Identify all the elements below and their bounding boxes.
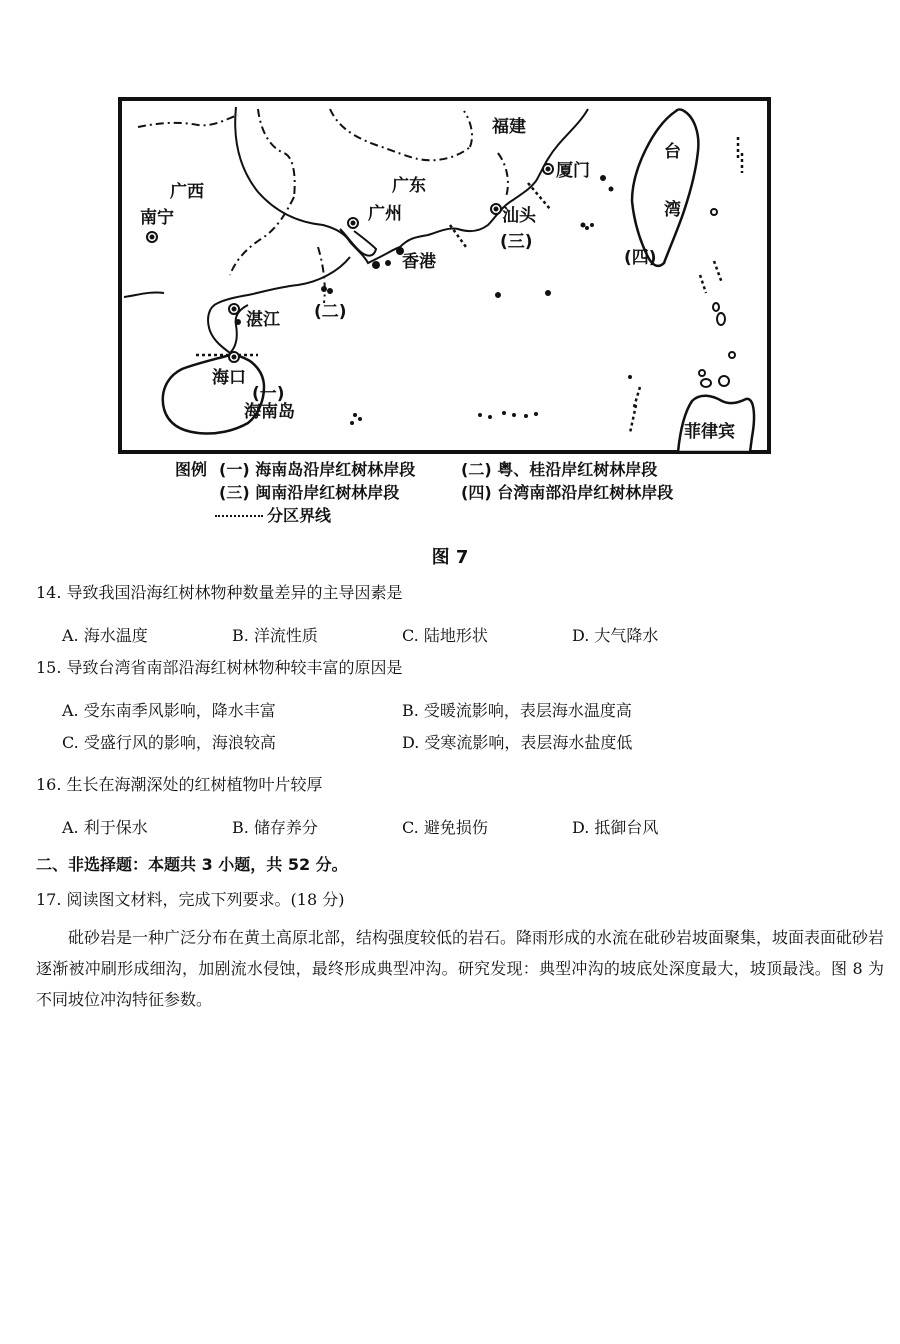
label-fujian: 福建 — [492, 117, 526, 137]
label-segment-four: (四) — [624, 248, 657, 268]
label-haikou: 海口 — [212, 368, 246, 388]
q16-option-c: C. 避免损伤 — [402, 818, 488, 837]
question-17: 17. 阅读图文材料，完成下列要求。(18 分) — [36, 890, 345, 909]
legend-boundary: 分区界线 — [267, 506, 332, 525]
q15-option-d: D. 受寒流影响，表层海水盐度低 — [402, 733, 633, 752]
legend-item-3: (三) 闽南沿岸红树林岸段 — [219, 483, 400, 502]
label-guangxi: 广西 — [170, 182, 204, 202]
legend-boundary-line — [215, 515, 263, 517]
question-16: 16. 生长在海潮深处的红树植物叶片较厚 — [36, 775, 323, 794]
label-taiwan-1: 台 — [664, 142, 681, 162]
label-segment-one: (一) — [252, 384, 285, 404]
label-shantou: 汕头 — [502, 206, 536, 226]
q14-option-c: C. 陆地形状 — [402, 626, 488, 645]
q16-option-b: B. 储存养分 — [232, 818, 318, 837]
q15-option-b: B. 受暖流影响，表层海水温度高 — [402, 701, 632, 720]
q14-option-b: B. 洋流性质 — [232, 626, 318, 645]
q16-option-d: D. 抵御台风 — [572, 818, 659, 837]
q15-option-a: A. 受东南季风影响，降水丰富 — [62, 701, 276, 720]
label-segment-two: (二) — [314, 302, 347, 322]
label-segment-three: (三) — [500, 232, 533, 252]
label-hainan: 海南岛 — [244, 402, 295, 422]
q17-paragraph: 砒砂岩是一种广泛分布在黄土高原北部，结构强度较低的岩石。降雨形成的水流在砒砂岩坡面聚集，坡面表面砒砂岩逐渐被冲刷形成细沟，加剧流水侵蚀，最终形成典型冲沟。研究发现：典型冲沟的坡底处深度最大，坡顶最浅。图 8 为不同坡位冲沟特征参数。 — [36, 928, 885, 1009]
label-xiamen: 厦门 — [556, 161, 590, 181]
legend-item-4: (四) 台湾南部沿岸红树林岸段 — [461, 483, 674, 502]
section-heading: 二、非选择题：本题共 3 小题，共 52 分。 — [36, 855, 348, 874]
label-guangdong: 广东 — [392, 176, 426, 196]
q14-option-a: A. 海水温度 — [62, 626, 148, 645]
figure-title: 图 7 — [431, 547, 469, 568]
q16-option-a: A. 利于保水 — [62, 818, 148, 837]
label-nanning: 南宁 — [140, 208, 174, 228]
question-14: 14. 导致我国沿海红树林物种数量差异的主导因素是 — [36, 583, 403, 602]
mangrove-map — [118, 97, 771, 454]
q15-option-c: C. 受盛行风的影响，海浪较高 — [62, 733, 276, 752]
legend-item-1: (一) 海南岛沿岸红树林岸段 — [219, 460, 416, 479]
legend-item-2: (二) 粤、桂沿岸红树林岸段 — [461, 460, 658, 479]
legend-prefix: 图例 — [175, 460, 208, 479]
label-guangzhou: 广州 — [368, 204, 402, 224]
q14-option-d: D. 大气降水 — [572, 626, 659, 645]
question-15: 15. 导致台湾省南部沿海红树林物种较丰富的原因是 — [36, 658, 403, 677]
label-zhanjiang: 湛江 — [246, 310, 280, 330]
label-hongkong: 香港 — [402, 252, 436, 272]
label-philippines: 菲律宾 — [684, 422, 735, 442]
label-taiwan-2: 湾 — [664, 200, 681, 220]
